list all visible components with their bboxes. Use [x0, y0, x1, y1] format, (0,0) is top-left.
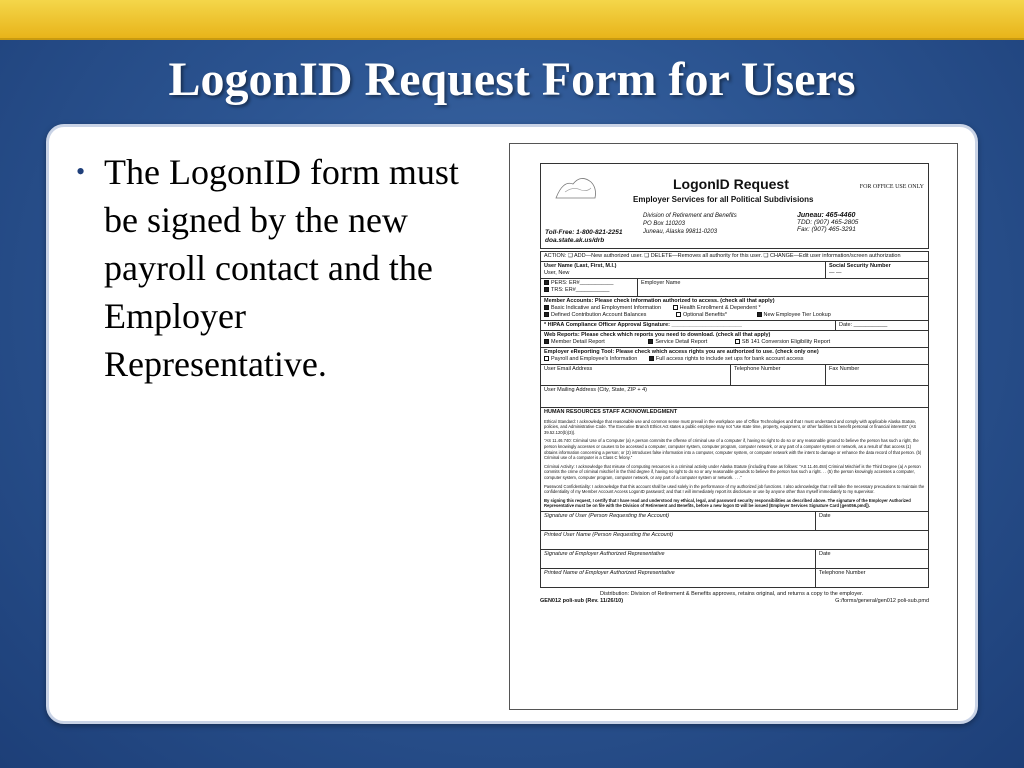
state-seal-icon: [551, 170, 601, 204]
bullet-dot-icon: •: [76, 157, 86, 186]
form-header: [540, 163, 929, 249]
printed-user-row: Printed User Name (Person Requesting the Account): [540, 531, 929, 550]
employer-row: PERS: ER#___________ TRS: ER#___________ Employer Name: [540, 279, 929, 297]
logonid-form-image: [509, 143, 958, 710]
top-accent-bar: [0, 0, 1024, 40]
form-title: LogonID Request: [673, 176, 789, 192]
hr-acknowledgment: HUMAN RESOURCES STAFF ACKNOWLEDGMENT Ethical Standard: I acknowledge that reasonable use and common sense must prevail in the workplace use of Office Technologies and that I must understand and comply with applicable Alaska Statute, policies, and Administrative Code. The Executive Branch Ethics Act states a public employee may not "use state time, property, equipment, or other facilities to benefit personal or financial interests" (AS 39.52.120(b)(3)). "AS 11.46.740: Criminal Use of a Computer (a) A person commits the offense of criminal use of a computer if, having no right to do so or any reasonable ground to believe the person has such a right, the person knowingly accesses or causes to be accessed a computer, computer system, computer program, computer network, or any part of a computer system or network, as a result of that access (1) obtains information concerning a person; or (2) introduces false information into a computer, computer system, or computer network with the intent to damage or enhance the data record of that person. (b) Criminal use of a computer is a Class C felony." Criminal Activity: I acknowledge that misuse of computing resources is a criminal activity under Alaska Statute (including those as follows: "AS 11.46.484) Criminal Mischief is the Third Degree (a) A person commits the crime of criminal mischief in the third degree if, having no right to do so or any reasonable grounds to believe the person has such a right. . . (5) the person knowingly accesses a computer, computer system, computer program, computer network, or any part of a computer system or network. . . ." Password Confidentiality: I acknowledge that this account shall be used solely in the performance of my authorized job functions. I also acknowledge that I will take the necessary precautions to maintain the confidentiality of my Member Account Access LogonID password; and that I will immediately report its disclosure or use by anyone other than myself immediately to my supervisor. By signing this request, I certify that I have read and understood my ethical, legal, and password security responsibilities as described above. The signature of the Employer Authorized Representative must be on file with the Division of Retirement and Benefits, before a new logon ID will be issued (Employer Services Signature Card [gen056.pmd]).: [540, 408, 929, 512]
hipaa-row: * HIPAA Compliance Officer Approval Signature: _______________________ Date: ___________: [540, 321, 929, 331]
bullet-item: [76, 148, 466, 388]
web-reports-row: Web Reports: Please check which reports you need to download. (check all that apply) Member Detail Report Service Detail Report SB 141 Conversion Eligibility Report: [540, 331, 929, 348]
user-signature-row: Signature of User (Person Requesting the Account) Date: [540, 512, 929, 531]
form-subtitle: Employer Services for all Political Subdivisions: [633, 195, 814, 204]
juneau-contact: Juneau: 465-4460 TDD: (907) 465-2805 Fax: (907) 465-3291: [797, 212, 859, 233]
member-accounts-row: Member Accounts: Please check information authorized to access. (check all that apply) Basic Indicative and Employment Information Health Enrollment & Dependent * Defined Contribution Account Balances Optional Benefits* New Employee Tier Lookup: [540, 297, 929, 321]
toll-free-info: Toll-Free: 1-800-821-2251 doa.state.ak.us/drb: [545, 229, 623, 244]
mailing-address-row: User Mailing Address (City, State, ZIP + 4): [540, 386, 929, 408]
action-row: ACTION: ❑ ADD—New authorized user. ❑ DELETE—Removes all authority for this user. ❑ CHANGE—Edit user information/screen authorization: [540, 251, 929, 262]
rep-signature-row: Signature of Employer Authorized Representative Date: [540, 550, 929, 569]
ereporting-row: Employer eReporting Tool: Please check which access rights you are authorized to use. (check only one) Payroll and Employee's Information Full access rights to include set ups for bank account access: [540, 348, 929, 365]
slide-title: LogonID Request Form for Users: [168, 53, 856, 106]
bullet-text: The LogonID form must be signed by the new payroll contact and the Employer Representative.: [104, 152, 459, 384]
office-use-label: FOR OFFICE USE ONLY: [859, 184, 924, 190]
contact-row: User Email Address Telephone Number Fax Number: [540, 365, 929, 386]
division-address: Division of Retirement and Benefits PO Box 110203 Juneau, Alaska 99811-0203: [643, 213, 737, 235]
printed-rep-row: Printed Name of Employer Authorized Representative Telephone Number: [540, 569, 929, 588]
form-footer: Distribution: Division of Retirement & Benefits approves, retains original, and returns a copy to the employer. GEN012 poli-sub (Rev. 11/26/10) G:/forms/general/gen012 poli-sub.pmd: [540, 590, 929, 604]
user-name-row: User Name (Last, First, M.I.) User, New Social Security Number — —: [540, 262, 929, 279]
